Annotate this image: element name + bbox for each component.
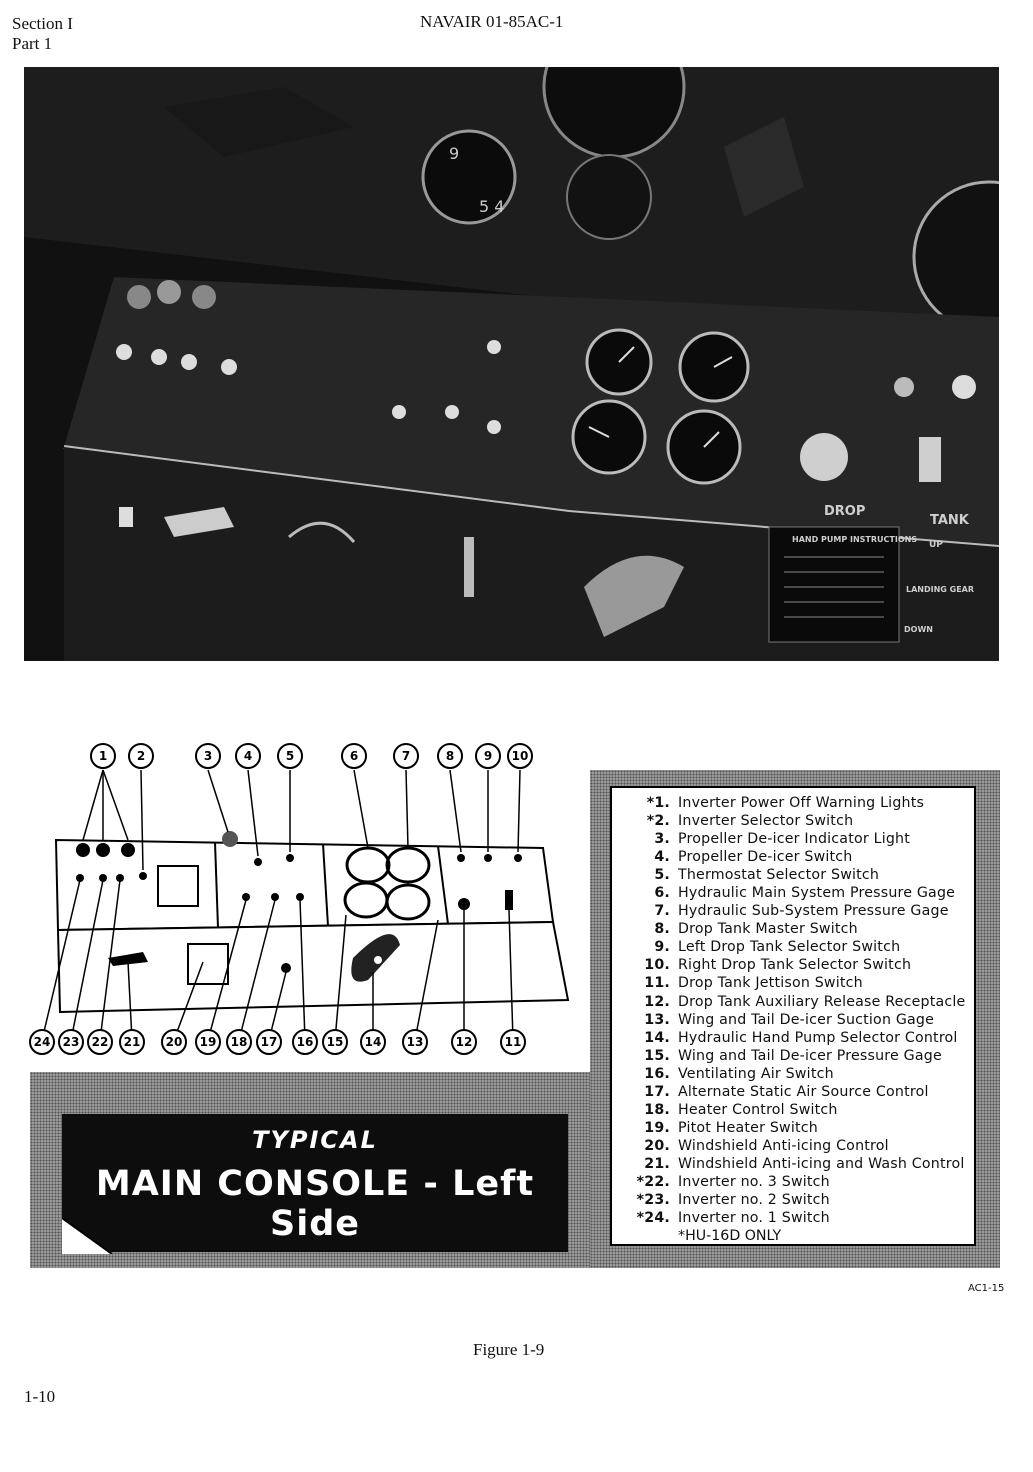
console-line-diagram	[28, 740, 588, 1070]
document-number: NAVAIR 01-85AC-1	[420, 12, 564, 31]
legend-item-14: 14. Hydraulic Hand Pump Selector Control	[644, 1029, 958, 1046]
callout-11: 11	[504, 1035, 522, 1049]
legend-item-1: *1. Inverter Power Off Warning Lights	[646, 795, 925, 811]
callout-5: 5	[285, 749, 295, 763]
legend-list	[610, 786, 976, 1246]
legend-panel	[590, 770, 1000, 1268]
legend-item-19: 19. Pitot Heater Switch	[644, 1119, 818, 1136]
legend-item-24: *24. Inverter no. 1 Switch	[636, 1210, 830, 1227]
legend-item-3: 3. Propeller De-icer Indicator Light	[654, 831, 910, 848]
callout-21: 21	[123, 1035, 141, 1049]
callout-6: 6	[349, 749, 359, 763]
title-line-1: TYPICAL	[252, 1126, 378, 1154]
legend-item-8: 8. Drop Tank Master Switch	[654, 921, 858, 938]
part-label: Part 1	[12, 34, 53, 53]
legend-item-16: 16. Ventilating Air Switch	[644, 1065, 834, 1082]
legend-item-7: 7. Hydraulic Sub-System Pressure Gage	[654, 903, 949, 920]
legend-item-12: 12. Drop Tank Auxiliary Release Receptacle	[644, 993, 966, 1010]
legend-item-4: 4. Propeller De-icer Switch	[654, 849, 853, 866]
art-code: AC1-15	[968, 1283, 1005, 1294]
photo-drop-label: DROP	[824, 504, 866, 519]
console-photo-illustration	[24, 67, 999, 661]
photo-up-label: UP	[929, 540, 943, 550]
photo-landing-gear-label: LANDING GEAR	[906, 585, 975, 594]
legend-item-10: 10. Right Drop Tank Selector Switch	[644, 957, 912, 974]
page-curl-corner	[62, 1218, 112, 1254]
svg-text:9: 9	[449, 144, 460, 163]
legend-item-18: 18. Heater Control Switch	[644, 1101, 838, 1118]
callout-9: 9	[483, 749, 493, 763]
console-photograph	[24, 67, 999, 661]
callout-20: 20	[165, 1035, 183, 1049]
legend-item-21: 21. Windshield Anti-icing and Wash Control	[644, 1155, 965, 1172]
legend-item-22: *22. Inverter no. 3 Switch	[636, 1173, 830, 1190]
callout-15: 15	[326, 1035, 344, 1049]
legend-item-15: 15. Wing and Tail De-icer Pressure Gage	[644, 1047, 942, 1064]
callout-18: 18	[230, 1035, 248, 1049]
figure-title-box	[62, 1114, 568, 1252]
callout-17: 17	[260, 1035, 278, 1049]
callout-12: 12	[455, 1035, 473, 1049]
callout-22: 22	[91, 1035, 109, 1049]
photo-hand-pump-label: HAND PUMP INSTRUCTIONS	[792, 535, 918, 544]
callout-8: 8	[445, 749, 455, 763]
callout-23: 23	[62, 1035, 80, 1049]
callout-14: 14	[364, 1035, 382, 1049]
callout-3: 3	[203, 749, 213, 763]
photo-tank-label: TANK	[930, 513, 969, 528]
legend-item-6: 6. Hydraulic Main System Pressure Gage	[654, 885, 956, 902]
title-line-2: MAIN CONSOLE - Left Side	[95, 1164, 535, 1244]
callout-13: 13	[406, 1035, 424, 1049]
page-number: 1-10	[24, 1387, 56, 1406]
legend-item-20: 20. Windshield Anti-icing Control	[644, 1137, 889, 1154]
legend-item-23: *23. Inverter no. 2 Switch	[636, 1192, 830, 1209]
legend-item-11: 11. Drop Tank Jettison Switch	[644, 975, 863, 992]
callout-4: 4	[243, 749, 253, 763]
legend-item-13: 13. Wing and Tail De-icer Suction Gage	[644, 1011, 935, 1028]
legend-item-9: 9. Left Drop Tank Selector Switch	[654, 939, 901, 956]
callout-10: 10	[511, 749, 529, 763]
callout-16: 16	[296, 1035, 314, 1049]
photo-down-label: DOWN	[904, 625, 933, 634]
callout-7: 7	[401, 749, 411, 763]
svg-text:5 4: 5 4	[479, 197, 505, 216]
callout-19: 19	[199, 1035, 217, 1049]
callout-24: 24	[33, 1035, 51, 1049]
callout-1: 1	[98, 749, 108, 763]
section-label: Section I	[12, 14, 73, 33]
legend-item-2: *2. Inverter Selector Switch	[646, 813, 854, 830]
callouts-bottom	[30, 1030, 525, 1054]
figure-caption: Figure 1-9	[473, 1340, 545, 1359]
legend-item-17: 17. Alternate Static Air Source Control	[644, 1083, 929, 1100]
callouts-top	[91, 744, 532, 768]
legend-item-5: 5. Thermostat Selector Switch	[654, 867, 880, 884]
callout-2: 2	[136, 749, 146, 763]
legend-footnote: *HU-16D ONLY	[678, 1228, 782, 1245]
